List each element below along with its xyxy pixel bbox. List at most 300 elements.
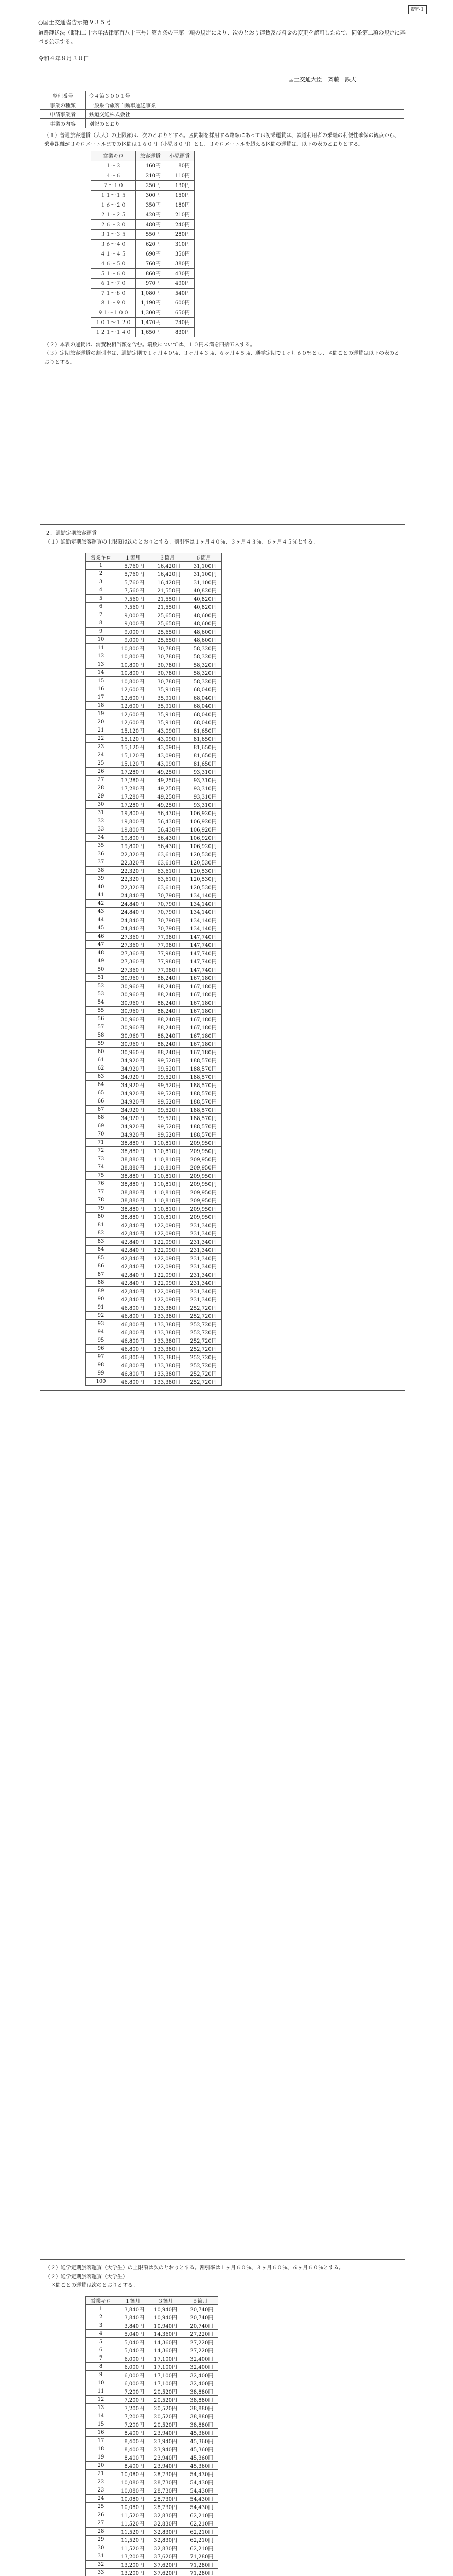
fare-cell: 99,520円 bbox=[149, 1114, 185, 1122]
fare-cell: 34,920円 bbox=[116, 1122, 149, 1130]
fare-cell: 46,800円 bbox=[116, 1361, 149, 1369]
document-tag: 資料１ bbox=[408, 5, 427, 14]
distance-cell: 19 bbox=[86, 2453, 116, 2462]
distance-cell: 82 bbox=[86, 1229, 116, 1238]
fare-cell: 70,790円 bbox=[149, 916, 185, 924]
fare-cell: 30,960円 bbox=[116, 982, 149, 990]
fare-cell: 28,730円 bbox=[149, 2486, 182, 2495]
table-row bbox=[86, 1015, 222, 1023]
table-row bbox=[86, 2338, 218, 2346]
distance-cell: 17 bbox=[86, 693, 116, 702]
fare-cell: 10,080円 bbox=[116, 2470, 149, 2478]
fare-cell: 14,360円 bbox=[149, 2346, 182, 2354]
fare-cell: 11,520円 bbox=[116, 2511, 149, 2519]
table-row bbox=[86, 2387, 218, 2396]
fare-cell: 15,120円 bbox=[116, 743, 149, 751]
fare-cell: 5,040円 bbox=[116, 2346, 149, 2354]
table-row bbox=[91, 220, 195, 230]
distance-cell: 89 bbox=[86, 1287, 116, 1295]
fare-cell: 17,100円 bbox=[149, 2371, 182, 2379]
table-row bbox=[86, 1303, 222, 1312]
distance-cell: 4 bbox=[86, 586, 116, 595]
table-row bbox=[86, 867, 222, 875]
table-row bbox=[86, 1345, 222, 1353]
fare-cell: 10,800円 bbox=[116, 652, 149, 660]
distance-cell: 3 bbox=[86, 2321, 116, 2330]
fare-cell: 42,840円 bbox=[116, 1221, 149, 1229]
distance-cell: 39 bbox=[86, 875, 116, 883]
distance-cell: 68 bbox=[86, 1114, 116, 1122]
fare-cell: 13,200円 bbox=[116, 2561, 149, 2569]
fare-cell: 81,650円 bbox=[185, 726, 221, 735]
fare-cell: 62,210円 bbox=[182, 2536, 218, 2544]
fare-cell: 120,530円 bbox=[185, 850, 221, 858]
fare-cell: 49,250円 bbox=[149, 776, 185, 784]
fare-cell: 20,520円 bbox=[149, 2412, 182, 2420]
section-3-subtitle: （２）通学定期旅客運賃（大学生） bbox=[45, 2274, 128, 2280]
table-row bbox=[86, 2470, 218, 2478]
fare-cell: 28,730円 bbox=[149, 2470, 182, 2478]
distance-cell: 51 bbox=[86, 974, 116, 982]
fare-cell: 77,980円 bbox=[149, 949, 185, 957]
fare-cell: 133,380円 bbox=[149, 1336, 185, 1345]
table-row bbox=[86, 2404, 218, 2412]
distance-cell: 16 bbox=[86, 685, 116, 693]
distance-cell: 9 bbox=[86, 2371, 116, 2379]
fare-cell: 24,840円 bbox=[116, 908, 149, 916]
distance-cell: 30 bbox=[86, 801, 116, 809]
distance-cell: 29 bbox=[86, 792, 116, 801]
table-row bbox=[86, 990, 222, 998]
distance-cell: 53 bbox=[86, 990, 116, 998]
fare-cell: 147,740円 bbox=[185, 941, 221, 949]
table-row bbox=[86, 611, 222, 619]
fare-cell: 22,320円 bbox=[116, 858, 149, 867]
fare-cell: 252,720円 bbox=[185, 1361, 221, 1369]
table-row bbox=[86, 1295, 222, 1303]
fare-cell: 46,800円 bbox=[116, 1312, 149, 1320]
table-row bbox=[86, 2305, 218, 2313]
notice-body: 道路運送法（昭和二十六年法律第百八十三号）第九条の三第一項の規定により、次のとおり運賃及び料金の変更を認可したので、同条第二項の規定に基づき公示する。 bbox=[38, 30, 406, 45]
table-row bbox=[91, 181, 195, 191]
fare-cell: 10,080円 bbox=[116, 2495, 149, 2503]
fare-cell: 30,960円 bbox=[116, 1048, 149, 1056]
fare-cell: 252,720円 bbox=[185, 1378, 221, 1386]
fare-cell: 133,380円 bbox=[149, 1303, 185, 1312]
distance-cell: ８１～９０ bbox=[91, 298, 136, 308]
fare-cell: 63,610円 bbox=[149, 850, 185, 858]
fare-cell: 42,840円 bbox=[116, 1238, 149, 1246]
fare-cell: 350円 bbox=[165, 249, 195, 259]
table-row bbox=[86, 636, 222, 644]
fare-cell: 42,840円 bbox=[116, 1270, 149, 1279]
table-row bbox=[86, 768, 222, 776]
fare-cell: 88,240円 bbox=[149, 990, 185, 998]
fare-cell: 15,120円 bbox=[116, 759, 149, 768]
section-3-subdescription: 区間ごとの運賃は次のとおりとする。 bbox=[45, 2283, 138, 2289]
fare-cell: 106,920円 bbox=[185, 825, 221, 834]
fare-cell: 11,520円 bbox=[116, 2536, 149, 2544]
table-row bbox=[86, 2412, 218, 2420]
fare-cell: 231,340円 bbox=[185, 1221, 221, 1229]
distance-cell: 3 bbox=[86, 578, 116, 586]
fare-cell: 71,280円 bbox=[182, 2561, 218, 2569]
fare-cell: 106,920円 bbox=[185, 817, 221, 825]
distance-cell: 7 bbox=[86, 2354, 116, 2363]
fare-cell: 188,570円 bbox=[185, 1081, 221, 1089]
fare-cell: 88,240円 bbox=[149, 1040, 185, 1048]
fare-cell: 23,940円 bbox=[149, 2453, 182, 2462]
fare-cell: 88,240円 bbox=[149, 998, 185, 1007]
fare-cell: 11,520円 bbox=[116, 2528, 149, 2536]
distance-cell: 100 bbox=[86, 1378, 116, 1386]
fare-cell: 35,910円 bbox=[149, 718, 185, 726]
fare-cell: 63,610円 bbox=[149, 883, 185, 891]
fare-cell: 252,720円 bbox=[185, 1353, 221, 1361]
column-header: 小児運賃 bbox=[165, 151, 195, 161]
fare-cell: 600円 bbox=[165, 298, 195, 308]
table-row bbox=[86, 801, 222, 809]
fare-cell: 54,430円 bbox=[182, 2478, 218, 2486]
fare-cell: 150円 bbox=[165, 191, 195, 200]
fare-cell: 20,520円 bbox=[149, 2387, 182, 2396]
fare-cell: 231,340円 bbox=[185, 1287, 221, 1295]
fare-cell: 34,920円 bbox=[116, 1106, 149, 1114]
table-row bbox=[86, 1023, 222, 1031]
fare-cell: 188,570円 bbox=[185, 1089, 221, 1097]
distance-cell: 14 bbox=[86, 2412, 116, 2420]
info-value: 令４第３００１号 bbox=[86, 91, 404, 100]
fare-cell: 32,830円 bbox=[149, 2536, 182, 2544]
fare-cell: 740円 bbox=[165, 318, 195, 328]
fare-cell: 9,000円 bbox=[116, 636, 149, 644]
distance-cell: 12 bbox=[86, 652, 116, 660]
fare-cell: 49,250円 bbox=[149, 801, 185, 809]
info-description-cell bbox=[40, 128, 404, 371]
fare-cell: 77,980円 bbox=[149, 957, 185, 965]
table-row bbox=[86, 949, 222, 957]
fare-cell: 58,320円 bbox=[185, 669, 221, 677]
fare-cell: 188,570円 bbox=[185, 1114, 221, 1122]
fare-cell: 20,520円 bbox=[149, 2404, 182, 2412]
distance-cell: 36 bbox=[86, 850, 116, 858]
table-row bbox=[86, 1122, 222, 1130]
fare-cell: 7,200円 bbox=[116, 2420, 149, 2429]
fare-cell: 49,250円 bbox=[149, 768, 185, 776]
distance-cell: ７１～８０ bbox=[91, 289, 136, 298]
fare-description-2: （２）本表の運賃は、消費税相当額を含む。端数については、１０円未満を四捨五入する。 bbox=[44, 342, 255, 348]
fare-cell: 20,740円 bbox=[182, 2305, 218, 2313]
table-row bbox=[86, 924, 222, 933]
distance-cell: ５１～６０ bbox=[91, 269, 136, 279]
fare-cell: 134,140円 bbox=[185, 891, 221, 900]
fare-cell: 77,980円 bbox=[149, 933, 185, 941]
section-2-description: （１）通勤定期旅客運賃の上限額は次のとおりとする。割引率は１ヶ月４０％、３ヶ月４３％、６ヶ月４５％とする。 bbox=[45, 539, 318, 545]
table-row bbox=[86, 998, 222, 1007]
fare-cell: 110,810円 bbox=[149, 1180, 185, 1188]
fare-cell: 20,520円 bbox=[149, 2420, 182, 2429]
table-row bbox=[86, 809, 222, 817]
fare-cell: 58,320円 bbox=[185, 677, 221, 685]
table-row bbox=[86, 1312, 222, 1320]
fare-cell: 110,810円 bbox=[149, 1155, 185, 1163]
fare-cell: 188,570円 bbox=[185, 1097, 221, 1106]
fare-cell: 110,810円 bbox=[149, 1188, 185, 1196]
fare-cell: 231,340円 bbox=[185, 1238, 221, 1246]
distance-cell: 45 bbox=[86, 924, 116, 933]
fare-cell: 133,380円 bbox=[149, 1320, 185, 1328]
fare-cell: 62,210円 bbox=[182, 2519, 218, 2528]
fare-cell: 99,520円 bbox=[149, 1106, 185, 1114]
fare-cell: 48,600円 bbox=[185, 611, 221, 619]
column-header: １箇月 bbox=[116, 553, 149, 562]
student-section bbox=[40, 2259, 405, 2576]
distance-cell: ４６～５０ bbox=[91, 259, 136, 269]
column-header: １箇月 bbox=[116, 2297, 149, 2305]
fare-cell: 231,340円 bbox=[185, 1270, 221, 1279]
fare-cell: 24,840円 bbox=[116, 900, 149, 908]
column-header: ３箇月 bbox=[149, 553, 185, 562]
fare-cell: 120,530円 bbox=[185, 875, 221, 883]
table-row bbox=[86, 660, 222, 669]
fare-cell: 43,090円 bbox=[149, 751, 185, 759]
fare-cell: 27,220円 bbox=[182, 2346, 218, 2354]
table-row bbox=[86, 586, 222, 595]
table-row bbox=[86, 1130, 222, 1139]
fare-cell: 27,360円 bbox=[116, 933, 149, 941]
fare-cell: 188,570円 bbox=[185, 1106, 221, 1114]
fare-cell: 133,380円 bbox=[149, 1369, 185, 1378]
distance-cell: 71 bbox=[86, 1139, 116, 1147]
distance-cell: 93 bbox=[86, 1320, 116, 1328]
fare-cell: 30,960円 bbox=[116, 1015, 149, 1023]
distance-cell: 27 bbox=[86, 776, 116, 784]
fare-cell: 167,180円 bbox=[185, 982, 221, 990]
fare-cell: 99,520円 bbox=[149, 1130, 185, 1139]
fare-cell: 37,620円 bbox=[149, 2552, 182, 2561]
fare-cell: 252,720円 bbox=[185, 1312, 221, 1320]
fare-cell: 134,140円 bbox=[185, 916, 221, 924]
table-row bbox=[86, 908, 222, 916]
fare-cell: 46,800円 bbox=[116, 1336, 149, 1345]
fare-cell: 7,560円 bbox=[116, 603, 149, 611]
distance-cell: 15 bbox=[86, 2420, 116, 2429]
table-row bbox=[86, 726, 222, 735]
fare-cell: 280円 bbox=[165, 230, 195, 240]
fare-cell: 167,180円 bbox=[185, 1040, 221, 1048]
fare-cell: 7,200円 bbox=[116, 2412, 149, 2420]
distance-cell: 94 bbox=[86, 1328, 116, 1336]
section-3-description: （２）通学定期旅客運賃（大学生）の上限額は次のとおりとする。割引率は１ヶ月６０％、３ヶ月６０％、６ヶ月６０％とする。 bbox=[45, 2265, 344, 2271]
fare-cell: 120,530円 bbox=[185, 867, 221, 875]
table-row bbox=[86, 2462, 218, 2470]
distance-cell: 75 bbox=[86, 1172, 116, 1180]
fare-cell: 30,780円 bbox=[149, 677, 185, 685]
distance-cell: 67 bbox=[86, 1106, 116, 1114]
fare-cell: 32,400円 bbox=[182, 2371, 218, 2379]
table-row bbox=[86, 751, 222, 759]
fare-cell: 46,800円 bbox=[116, 1303, 149, 1312]
table-row bbox=[91, 230, 195, 240]
fare-cell: 68,040円 bbox=[185, 710, 221, 718]
fare-cell: 63,610円 bbox=[149, 867, 185, 875]
fare-cell: 24,840円 bbox=[116, 916, 149, 924]
distance-cell: 18 bbox=[86, 2445, 116, 2453]
fare-cell: 68,040円 bbox=[185, 718, 221, 726]
fare-cell: 99,520円 bbox=[149, 1097, 185, 1106]
table-row bbox=[86, 1172, 222, 1180]
fare-cell: 122,090円 bbox=[149, 1270, 185, 1279]
table-row bbox=[86, 1287, 222, 1295]
fare-cell: 27,220円 bbox=[182, 2338, 218, 2346]
column-header: 旅客運賃 bbox=[136, 151, 165, 161]
fare-cell: 12,600円 bbox=[116, 710, 149, 718]
distance-cell: 49 bbox=[86, 957, 116, 965]
fare-cell: 8,400円 bbox=[116, 2429, 149, 2437]
table-row bbox=[86, 1180, 222, 1188]
table-row bbox=[86, 652, 222, 660]
distance-cell: 99 bbox=[86, 1369, 116, 1378]
fare-cell: 31,100円 bbox=[185, 578, 221, 586]
distance-cell: 59 bbox=[86, 1040, 116, 1048]
fare-cell: 38,880円 bbox=[116, 1139, 149, 1147]
fare-cell: 10,080円 bbox=[116, 2486, 149, 2495]
fare-cell: 7,200円 bbox=[116, 2404, 149, 2412]
fare-cell: 17,280円 bbox=[116, 776, 149, 784]
fare-cell: 134,140円 bbox=[185, 908, 221, 916]
fare-cell: 38,880円 bbox=[182, 2387, 218, 2396]
table-row bbox=[86, 619, 222, 628]
fare-cell: 42,840円 bbox=[116, 1254, 149, 1262]
fare-cell: 54,430円 bbox=[182, 2503, 218, 2511]
fare-cell: 11,520円 bbox=[116, 2544, 149, 2552]
fare-cell: 20,520円 bbox=[149, 2396, 182, 2404]
distance-cell: 31 bbox=[86, 809, 116, 817]
fare-cell: 32,400円 bbox=[182, 2363, 218, 2371]
distance-cell: 28 bbox=[86, 784, 116, 792]
fare-cell: 122,090円 bbox=[149, 1221, 185, 1229]
fare-cell: 7,560円 bbox=[116, 595, 149, 603]
table-row bbox=[86, 677, 222, 685]
column-header: 営業キロ bbox=[86, 2297, 116, 2305]
fare-cell: 133,380円 bbox=[149, 1353, 185, 1361]
table-row bbox=[86, 850, 222, 858]
fare-cell: 58,320円 bbox=[185, 644, 221, 652]
fare-cell: 62,210円 bbox=[182, 2528, 218, 2536]
fare-cell: 122,090円 bbox=[149, 1279, 185, 1287]
fare-cell: 43,090円 bbox=[149, 735, 185, 743]
fare-cell: 70,790円 bbox=[149, 908, 185, 916]
distance-cell: 46 bbox=[86, 933, 116, 941]
section-2-title: ２．通勤定期旅客運賃 bbox=[45, 531, 97, 536]
fare-cell: 15,120円 bbox=[116, 726, 149, 735]
table-row bbox=[86, 1378, 222, 1386]
fare-cell: 3,840円 bbox=[116, 2313, 149, 2321]
fare-cell: 10,080円 bbox=[116, 2478, 149, 2486]
fare-cell: 120,530円 bbox=[185, 883, 221, 891]
table-row bbox=[86, 1196, 222, 1205]
fare-cell: 38,880円 bbox=[182, 2412, 218, 2420]
fare-cell: 46,800円 bbox=[116, 1378, 149, 1386]
table-row bbox=[86, 718, 222, 726]
fare-cell: 16,420円 bbox=[149, 562, 185, 570]
fare-cell: 34,920円 bbox=[116, 1081, 149, 1089]
fare-cell: 134,140円 bbox=[185, 924, 221, 933]
fare-cell: 180円 bbox=[165, 200, 195, 210]
distance-cell: 9 bbox=[86, 628, 116, 636]
distance-cell: 14 bbox=[86, 669, 116, 677]
table-row bbox=[91, 240, 195, 249]
fare-cell: 209,950円 bbox=[185, 1180, 221, 1188]
table-row bbox=[86, 2569, 218, 2576]
table-row bbox=[86, 933, 222, 941]
fare-cell: 81,650円 bbox=[185, 759, 221, 768]
table-row bbox=[86, 1353, 222, 1361]
fare-cell: 210円 bbox=[165, 210, 195, 220]
distance-cell: 98 bbox=[86, 1361, 116, 1369]
fare-cell: 30,960円 bbox=[116, 998, 149, 1007]
table-row bbox=[86, 2379, 218, 2387]
fare-cell: 6,000円 bbox=[116, 2379, 149, 2387]
fare-cell: 46,800円 bbox=[116, 1345, 149, 1353]
fare-cell: 17,100円 bbox=[149, 2354, 182, 2363]
fare-cell: 34,920円 bbox=[116, 1089, 149, 1097]
column-header: 営業キロ bbox=[86, 553, 116, 562]
fare-cell: 970円 bbox=[136, 279, 165, 289]
fare-cell: 16,420円 bbox=[149, 570, 185, 578]
table-row bbox=[86, 842, 222, 850]
fare-cell: 42,840円 bbox=[116, 1279, 149, 1287]
fare-cell: 88,240円 bbox=[149, 1048, 185, 1056]
distance-cell: 58 bbox=[86, 1031, 116, 1040]
fare-cell: 28,730円 bbox=[149, 2503, 182, 2511]
fare-cell: 45,360円 bbox=[182, 2462, 218, 2470]
table-row bbox=[86, 2478, 218, 2486]
table-row bbox=[86, 1328, 222, 1336]
table-row bbox=[86, 2552, 218, 2561]
fare-cell: 12,600円 bbox=[116, 702, 149, 710]
distance-cell: 26 bbox=[86, 768, 116, 776]
distance-cell: 54 bbox=[86, 998, 116, 1007]
table-row bbox=[86, 1254, 222, 1262]
fare-cell: 71,280円 bbox=[182, 2552, 218, 2561]
fare-cell: 231,340円 bbox=[185, 1246, 221, 1254]
distance-cell: 63 bbox=[86, 1073, 116, 1081]
distance-cell: 11 bbox=[86, 2387, 116, 2396]
fare-cell: 860円 bbox=[136, 269, 165, 279]
distance-cell: 55 bbox=[86, 1007, 116, 1015]
distance-cell: 41 bbox=[86, 891, 116, 900]
fare-cell: 17,280円 bbox=[116, 768, 149, 776]
distance-cell: 80 bbox=[86, 1213, 116, 1221]
distance-cell: ６１～７０ bbox=[91, 279, 136, 289]
distance-cell: 7 bbox=[86, 611, 116, 619]
notice-date: 令和４年８月３０日 bbox=[38, 55, 89, 62]
table-row bbox=[86, 1089, 222, 1097]
table-row bbox=[86, 1369, 222, 1378]
fare-cell: 49,250円 bbox=[149, 784, 185, 792]
table-row bbox=[86, 1073, 222, 1081]
distance-cell: 5 bbox=[86, 2338, 116, 2346]
fare-cell: 550円 bbox=[136, 230, 165, 240]
fare-cell: 8,400円 bbox=[116, 2453, 149, 2462]
table-row bbox=[86, 982, 222, 990]
fare-cell: 10,800円 bbox=[116, 677, 149, 685]
fare-cell: 110,810円 bbox=[149, 1147, 185, 1155]
fare-cell: 10,800円 bbox=[116, 660, 149, 669]
fare-cell: 110,810円 bbox=[149, 1139, 185, 1147]
fare-cell: 147,740円 bbox=[185, 957, 221, 965]
